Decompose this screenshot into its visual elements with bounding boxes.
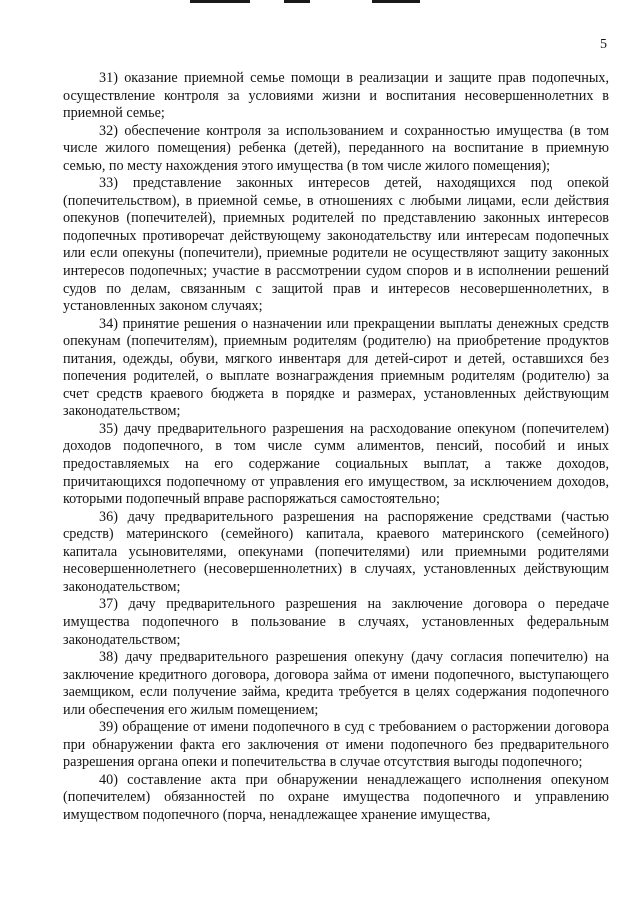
- paragraph-31: 31) оказание приемной семье помощи в реализации и защите прав подопечных, осуществление контроля за условиями жизни и воспитания несовершеннолетних в приемной семье;: [63, 70, 609, 122]
- document-body: [63, 70, 609, 825]
- paragraph-38: 38) дачу предварительного разрешения опекуну (дачу согласия попечителю) на заключение кредитного договора, договора займа от имени подопечного, выступающего заемщиком, если получение займа, кредита требуется в целях содержания подопечного или обеспечения его жилым помещением;: [63, 649, 609, 718]
- page-number: 5: [600, 37, 607, 52]
- paragraph-35: 35) дачу предварительного разрешения на расходование опекуном (попечителем) доходов подопечного, в том числе сумм алиментов, пенсий, пособий и иных предоставляемых на его содержание социальных выплат, а также доходов, причитающихся подопечному от управления его имуществом, за исключением доходов, которыми подопечный вправе распоряжаться самостоятельно;: [63, 420, 609, 508]
- top-scan-marks: [0, 0, 640, 6]
- paragraph-36: 36) дачу предварительного разрешения на распоряжение средствами (частью средств) материнского (семейного) капитала, краевого материнского (семейного) капитала усыновителями, опекунами (попечителями) или приемными родителями несовершеннолетнего (несовершеннолетних) в случаях, установленных действующим законодательством;: [63, 508, 609, 595]
- paragraph-34: 34) принятие решения о назначении или прекращении выплаты денежных средств опекунам (попечителям), приемным родителям (родителю) на приобретение продуктов питания, одежды, обуви, мягкого инвентаря для детей-сирот и детей, оставшихся без попечения родителей, о выплате вознаграждения приемным родителям (родителю) за счет средств краевого бюджета в порядке и размерах, установленных действующим законодательством;: [63, 315, 609, 420]
- paragraph-33: 33) представление законных интересов детей, находящихся под опекой (попечительством), в приемной семье, в отношениях с любыми лицами, если действия опекунов (попечителей), приемных родителей по представлению законных интересов подопечных противоречат действующему законодательству или интересам подопечных или если опекуны (попечители), приемные родители не осуществляют защиту законных интересов подопечных; участие в рассмотрении судом споров и в исполнении решений судов по делам, связанным с защитой прав и интересов несовершеннолетних, в установленных законом случаях;: [63, 175, 609, 315]
- paragraph-39: 39) обращение от имени подопечного в суд с требованием о расторжении договора при обнаружении факта его заключения от имени подопечного без предварительного разрешения органа опеки и попечительства в случае отсутствия выгоды подопечного;: [63, 719, 609, 771]
- paragraph-32: 32) обеспечение контроля за использованием и сохранностью имущества (в том числе жилого помещения) ребенка (детей), переданного на воспитание в приемную семью, по месту нахождения этого имущества (в том числе жилого помещения);: [63, 122, 609, 174]
- paragraph-37: 37) дачу предварительного разрешения на заключение договора о передаче имущества подопечного в пользование в случаях, установленных федеральным законодательством;: [63, 596, 609, 648]
- paragraph-40: 40) составление акта при обнаружении ненадлежащего исполнения опекуном (попечителем) обязанностей по охране имущества подопечного и управлению имуществом подопечного (порча, ненадлежащее хранение имущества,: [63, 771, 609, 823]
